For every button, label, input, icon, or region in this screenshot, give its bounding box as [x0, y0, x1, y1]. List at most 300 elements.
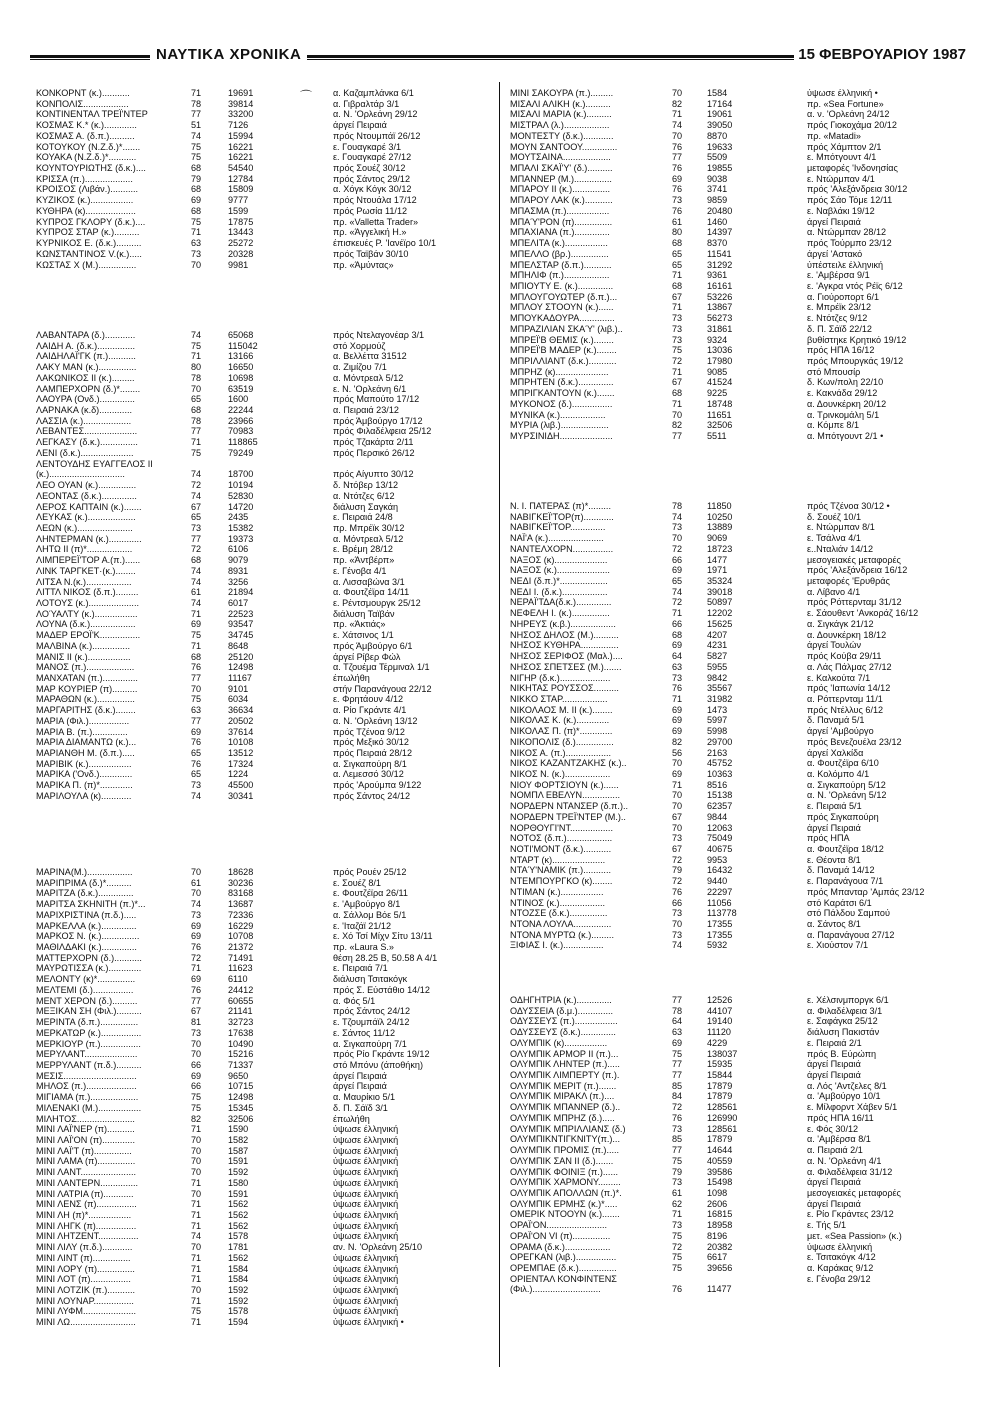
ship-name: ΜΠΑΝΝΕΡ (Μ.)...............	[510, 173, 612, 184]
position-note: ε. Φουτζέϊρα 26/11	[333, 888, 408, 899]
tonnage: 16432	[707, 865, 733, 876]
ship-name: ΟΔΥΣΣΕΥΣ (π.).................	[510, 1016, 618, 1027]
position-note: έπωλήθη	[333, 673, 370, 683]
build-year: 65	[672, 248, 683, 259]
position-note: ύψωσε έλληνική	[807, 1241, 873, 1252]
ship-row	[36, 260, 491, 271]
tonnage: 10194	[228, 480, 254, 491]
tonnage: 52830	[228, 490, 254, 501]
tonnage: 35567	[707, 683, 733, 694]
tonnage: 32506	[228, 1113, 254, 1124]
ship-row	[36, 88, 491, 99]
build-year: 68	[191, 205, 202, 216]
build-year: 74	[191, 130, 202, 141]
build-year: 79	[672, 1166, 683, 1177]
build-year: 74	[672, 120, 683, 131]
position-note: πρός Βενεζουέλα 23/12	[807, 736, 902, 747]
position-note: α. Ντότζες 6/12	[333, 490, 395, 501]
ship-row	[510, 544, 980, 555]
build-year: 76	[672, 205, 683, 216]
ship-row	[36, 174, 491, 185]
tonnage: 15809	[228, 184, 254, 195]
ship-row	[36, 1146, 491, 1157]
build-year: 70	[191, 1049, 202, 1060]
ship-name: ΜΙΝΙ ΛΑΝΤΕΡΝ...............	[36, 1177, 139, 1188]
ship-name: ΜΠΑΡΟΥ ΛΑΚ (κ.)...........	[510, 195, 613, 206]
position-note: πρός ΗΠΑ	[807, 833, 850, 844]
ship-name: ΜΕΝΤ ΧΕΡΟΝ (δ.)..........	[36, 995, 138, 1006]
ship-name: ΜΙΝΙ ΛΑΪ'ΝΕΡ (π)...........	[36, 1124, 135, 1135]
ship-name: ΝΑΞΟΣ (κ.).....................	[510, 565, 610, 576]
ship-name: ΛΑΚΩΝΙΚΟΣ ΙΙ (κ.).........	[36, 372, 135, 383]
position-note: στό Πάλδου Σαμπού	[807, 908, 890, 919]
tonnage: 5509	[707, 152, 728, 163]
build-year: 68	[191, 163, 202, 174]
position-note: α. Τρινκομάλη 5/1	[807, 409, 880, 420]
ship-row	[510, 908, 980, 919]
ship-row	[510, 174, 980, 185]
ship-name: ΝΙΚΟΛΑΣ Κ. (κ.).............	[510, 715, 610, 726]
ship-row	[36, 1274, 491, 1285]
tonnage: 19633	[707, 141, 733, 152]
build-year: 73	[191, 522, 202, 533]
tonnage: 12498	[228, 1092, 254, 1103]
ship-row	[510, 1059, 980, 1070]
tonnage: 1562	[228, 1220, 249, 1231]
position-note: α. Κόμπε 8/1	[807, 420, 860, 431]
build-year: 77	[191, 533, 202, 544]
ship-row	[36, 480, 491, 491]
position-note: ύψωσε έλληνική	[333, 1285, 399, 1296]
build-year: 85	[672, 1134, 683, 1145]
position-note: πρός Σάντος 24/12	[333, 790, 411, 801]
tonnage: 15345	[228, 1102, 254, 1113]
ship-name: ΜΑΡΓΑΡΙΤΗΣ (δ.κ.)........	[36, 705, 136, 716]
ship-name: ΟΛΥΜΠΙΚ (κ).................	[510, 1037, 608, 1048]
ship-name: ΛΙΤΤΛ ΝΙΚΟΣ (δ.π.).........	[36, 587, 139, 598]
ship-row	[36, 652, 491, 663]
ship-row	[510, 1070, 980, 1081]
position-note: πρός Φιλαδέλφεια 25/12	[333, 426, 432, 437]
position-note: άργεί Πειραιά	[807, 1059, 861, 1070]
build-year: 72	[672, 597, 683, 608]
build-year: 69	[191, 619, 202, 630]
ship-row	[510, 345, 980, 356]
build-year: 70	[672, 88, 683, 98]
tonnage: 17879	[707, 1080, 733, 1091]
ship-name: ΜΠΡΑΖΙΛΙΑΝ ΣΚΑΎ' (λιβ.)..	[510, 323, 623, 334]
position-note: άργεί Πειραιά	[807, 822, 861, 833]
position-note: ε. Γένοβα 4/1	[333, 565, 387, 576]
position-note: πρός Μπανταρ 'Αμπάς 23/12	[807, 886, 925, 897]
position-note: α. Μόντρεαλ 5/12	[333, 533, 404, 544]
build-year: 71	[191, 1210, 202, 1220]
position-note: α. Ζιμίζου 7/1	[333, 362, 387, 373]
position-note: στό Μπόνυ (άποθήκη)	[333, 1059, 423, 1070]
ship-row	[510, 705, 980, 716]
build-year: 77	[672, 1145, 683, 1156]
ship-row	[510, 1091, 980, 1102]
tonnage: 11120	[707, 1027, 731, 1038]
build-year: 82	[672, 98, 683, 109]
ship-name: ΜΑΝΧΑΤΑΝ (π.)..............	[36, 673, 138, 683]
ship-name: ΜΕΛΤΕΜΙ (δ.)................	[36, 984, 134, 995]
build-year: 76	[672, 184, 683, 195]
position-note: πρός Ταϊβάν 30/10	[333, 248, 409, 259]
position-note: ύψωσε έλληνική •	[333, 1317, 404, 1328]
position-note: πρός Σιγκαπούρη	[807, 811, 879, 822]
ship-name: ΝΙΚΟΣ Α. (π.)..................	[510, 747, 612, 758]
ship-name: ΜΠΡΕΪ'Β ΘΕΜΙΣ (κ.)........	[510, 334, 614, 345]
build-year: 67	[672, 844, 683, 854]
position-note: α. 'Αμβούργο 10/1	[807, 1091, 881, 1102]
tonnage: 113778	[707, 908, 737, 919]
position-note: πρός 'Ιαπωνία 14/12	[807, 683, 891, 694]
build-year: 84	[672, 1091, 683, 1102]
ship-row	[510, 313, 980, 324]
ship-row	[36, 705, 491, 716]
ship-name: ΝΗΡΕΥΣ (κ.β.)..................	[510, 618, 616, 629]
ship-row	[510, 790, 980, 801]
position-note: ε. Παρανάγουα 7/1	[807, 876, 884, 887]
tonnage: 9650	[228, 1070, 249, 1081]
position-note: ύψωσε έλληνική	[333, 1252, 399, 1263]
position-note: στό Μπουσίρ	[807, 366, 861, 377]
ship-name: ΜΠΕΛΣΤΑΡ (δ.π.)...........	[510, 259, 612, 270]
tonnage: 35324	[707, 576, 733, 587]
ship-row	[510, 769, 980, 780]
ship-name: ΝΟΤΙ'ΜΟΝΤ (δ.κ.)...........	[510, 844, 612, 854]
build-year: 70	[191, 1242, 202, 1253]
ship-row	[36, 963, 491, 974]
position-note: ύψωσε έλληνική	[333, 1156, 399, 1167]
position-note: ύπέστειλε έλληνική	[807, 259, 884, 270]
ship-row	[510, 898, 980, 909]
ship-name: ΜΙΝΙ ΛΗΤΖΕΝΤ................	[36, 1231, 139, 1242]
ship-row	[510, 152, 980, 163]
build-year: 65	[191, 748, 202, 759]
position-note: α. Ν. 'Ορλεάνη 5/12	[807, 790, 887, 801]
tonnage: 13889	[707, 522, 733, 533]
tonnage: 5998	[707, 726, 728, 737]
position-note: α. Γιβραλτάρ 3/1	[333, 98, 400, 109]
ship-name: ΛΕΝΙ (δ.κ.).....................	[36, 447, 134, 458]
ship-name: ΝΟΜΠΛ ΕΒΕΛΥΝ...............	[510, 790, 621, 801]
ship-row	[510, 195, 980, 206]
position-note: πρ. «Sea Fortune»	[807, 98, 884, 109]
build-year: 71	[672, 693, 683, 704]
tonnage: 21372	[228, 942, 254, 953]
position-note: πρός Μαπούτο 17/12	[333, 394, 420, 405]
position-note: άργεί Ρίβερ Φώλ	[333, 651, 401, 662]
tonnage: 44107	[707, 1005, 733, 1016]
tonnage: 16221	[228, 141, 254, 152]
ship-row	[36, 394, 491, 405]
ship-name: ΚΡΟΙΣΟΣ (Λιβάν.)...........	[36, 184, 139, 195]
ship-row	[510, 533, 980, 544]
build-year: 75	[191, 447, 202, 458]
tonnage: 10108	[228, 737, 254, 748]
ship-name: ΜΑΡΙΤΖΑ (δ.κ.)..............	[36, 888, 134, 899]
position-note: πρός Μεξικό 30/12	[333, 737, 409, 748]
ship-row	[36, 512, 491, 523]
tonnage: 40559	[707, 1155, 733, 1166]
build-year: 64	[672, 651, 683, 662]
ship-row	[36, 163, 491, 174]
position-note: πρός Αίγυπτο 30/12	[333, 469, 414, 480]
tonnage: 9440	[707, 876, 728, 887]
ship-name: ΟΡΙΕΝΤΑΛ ΚΟΝΦΙΝΤΕΝΣ	[510, 1273, 617, 1284]
position-note: άργεί Πειραιά	[807, 1177, 861, 1188]
ship-row	[36, 1167, 491, 1178]
ship-name: ΝΤΙΜΑΝ (κ.).................	[510, 886, 604, 897]
position-note: α. Φιλαδέλφεια 31/12	[807, 1166, 893, 1177]
build-year: 72	[672, 355, 683, 366]
build-year: 75	[191, 141, 202, 152]
tonnage: 25120	[228, 651, 254, 662]
ship-name: ΝΤΟΝΑ ΛΟΥΛΑ...............	[510, 919, 612, 930]
position-note: πρός Ντουάλα 17/12	[333, 195, 417, 206]
position-note: ύψωσε έλληνική	[333, 1188, 399, 1199]
position-note: α. Λισσαβώνα 3/1	[333, 576, 405, 587]
position-note: ε. 'Ιταζάϊ 21/12	[333, 920, 392, 931]
ship-name: ΝΙΓΗΡ (δ.κ.)....................	[510, 672, 611, 683]
ship-name: ΛΕΥΚΑΣ (κ.)...................	[36, 512, 136, 523]
tonnage: 1781	[228, 1242, 249, 1253]
tonnage: 8516	[707, 779, 728, 790]
position-note: στό Χορμούζ	[333, 340, 386, 351]
position-note: πρ. «Άντβέρπ»	[333, 555, 395, 566]
ship-row	[510, 673, 980, 684]
tonnage: 15382	[228, 522, 254, 533]
ship-name: ΚΥΠΡΟΣ ΓΚΛΟΡΥ (δ.κ.)....	[36, 216, 146, 227]
ship-name: ΛΑΙΔΗ Α. (δ.κ.)...............	[36, 340, 136, 351]
position-note: πρός Κούβα 29/11	[807, 651, 882, 662]
tonnage: 9842	[707, 672, 728, 683]
tonnage: 93547	[228, 619, 254, 630]
position-note: έπισκευές Ρ. 'Ιανέϊρο 10/1	[333, 238, 437, 249]
ship-row	[36, 152, 491, 163]
ship-name: ΝΕΡΑΪ'ΤΔΑ(δ.κ.)..............	[510, 597, 612, 608]
build-year: 73	[191, 1027, 202, 1038]
ship-name: ΝΙΚΟΣ ΚΑΖΑΝΤΖΑΚΗΣ (κ.)..	[510, 758, 627, 769]
ship-row	[36, 899, 491, 910]
tonnage: 9085	[707, 366, 728, 377]
position-note: ε. Καλκούτα 7/1	[807, 672, 871, 683]
ship-name: ΛΑΒΑΝΤΑΡΑ (δ.)............	[36, 330, 136, 340]
ship-row	[36, 878, 491, 889]
position-note: ε. Γουαγκαρέ 3/1	[333, 141, 402, 152]
ship-name: ΜΠΡΗΤΕΝ (δ.κ.)..............	[510, 377, 614, 388]
tonnage: 17164	[707, 98, 733, 109]
ship-row	[36, 867, 491, 878]
position-note: ε. Χιούστον 7/1	[807, 940, 869, 951]
ship-row	[510, 995, 980, 1006]
build-year: 70	[191, 683, 202, 694]
build-year: 80	[672, 227, 683, 238]
build-year: 67	[672, 291, 683, 302]
ship-name: ΜΙΝΙ ΛΙΛΥ (π.δ.)............	[36, 1242, 133, 1253]
tonnage: 1599	[228, 205, 249, 216]
tonnage: 1460	[707, 216, 728, 227]
tonnage: 9777	[228, 195, 249, 206]
tonnage: 10715	[228, 1081, 254, 1092]
ship-name: ΜΑΤΤΕΡΧΟΡΝ (δ.)...........	[36, 952, 142, 963]
build-year: 77	[191, 673, 202, 683]
ship-name: ΟΛΥΜΠΙΚ ΠΡΟΜΙΣ (π.).....	[510, 1145, 620, 1156]
tonnage: 138037	[707, 1048, 738, 1059]
ship-name: ΚΟΤΟΥΚΟΥ (Ν.Ζ.δ.)*.......	[36, 141, 141, 152]
position-note: α. Λεμεσσό 30/12	[333, 769, 404, 780]
position-note: α. Φουτζέϊρα 18/12	[807, 844, 884, 854]
tonnage: 10250	[707, 511, 733, 522]
ship-name: ΜΠΡΕΪ'Β ΜΑΔΕΡ (κ.)........	[510, 345, 617, 356]
build-year: 75	[191, 340, 202, 351]
build-year: 70	[191, 1285, 202, 1296]
position-note: α. Πειραιά 23/12	[333, 405, 399, 416]
build-year: 71	[672, 302, 683, 313]
ship-row	[36, 910, 491, 921]
build-year: 71	[191, 1295, 202, 1306]
ship-name: ΝΟΡΔΕΡΝ ΝΤΑΝΣΕΡ (δ.π.)..	[510, 801, 629, 812]
ship-row	[36, 985, 491, 996]
page-header	[30, 40, 970, 68]
tonnage: 39586	[707, 1166, 733, 1177]
ship-row	[510, 737, 980, 748]
ship-row	[36, 1017, 491, 1028]
ship-row	[36, 120, 491, 131]
build-year: 73	[191, 780, 202, 791]
position-note: α. Σάλλομ Βόε 5/1	[333, 909, 407, 920]
build-year: 74	[191, 1231, 202, 1242]
build-year: 68	[191, 184, 202, 195]
position-note: α. Λός 'Αντζελες 8/1	[807, 1080, 887, 1091]
ship-name: ΝΗΣΟΣ ΣΕΡΙΦΟΣ (Μαλ.)....	[510, 651, 623, 662]
ship-row	[36, 609, 491, 620]
tonnage: 17879	[707, 1134, 733, 1145]
position-note: άργεί Χαλκίδα	[807, 747, 864, 758]
ship-row	[510, 99, 980, 110]
position-note: πρός Τζένοα 30/12 •	[807, 501, 890, 511]
ship-row	[36, 791, 491, 802]
position-note: πρός ΗΠΑ 16/11	[807, 1112, 874, 1123]
tonnage: 31982	[707, 693, 733, 704]
ship-name: ΟΛΥΜΠΙΚ ΧΑΡΜΟΝΥ.........	[510, 1177, 621, 1188]
ship-row	[510, 142, 980, 153]
ship-name: ΝΙΚΟΠΟΛΙΣ (δ.)...............	[510, 736, 614, 747]
ship-name: ΜΠΡΙΓΚΑΝΤΟΥΝ (κ.).......	[510, 388, 615, 399]
position-note: πρός 'Αλεξάνδρεια 30/12	[807, 184, 908, 195]
ship-row	[36, 1124, 491, 1135]
build-year: 70	[191, 1156, 202, 1167]
ship-row	[510, 715, 980, 726]
tonnage: 1584	[228, 1274, 249, 1285]
build-year: 69	[672, 715, 683, 726]
ship-name: ΝΤΕΜΠΟΥΡΓΚΟ (κ)........	[510, 876, 613, 887]
tonnage: 18723	[707, 543, 733, 554]
build-year: 77	[191, 995, 202, 1006]
ship-name: ΟΛΥΜΠΙΚ ΦΟΙΝΙΞ (π.)......	[510, 1166, 619, 1177]
tonnage: 9981	[228, 259, 249, 270]
tonnage: 1590	[228, 1124, 249, 1135]
ship-row	[36, 534, 491, 545]
build-year: 73	[672, 908, 683, 919]
position-note: στήν Παρανάγουα 22/12	[333, 683, 432, 694]
ship-name: ΝΕΔΙ (δ.π.)*...................	[510, 576, 608, 587]
build-year: 63	[672, 661, 683, 672]
position-note: δ. Παναμά 5/1	[807, 715, 865, 726]
ship-row	[510, 1242, 980, 1253]
tonnage: 15994	[228, 130, 254, 141]
ship-name: ΜΑΡΑΘΩΝ (κ.)...............	[36, 694, 135, 705]
position-note: ε. 'Αμβέρσα 9/1	[807, 270, 870, 281]
ship-row	[36, 555, 491, 566]
ship-row	[510, 522, 980, 533]
position-note: α. Τζουέμα Τέρμιναλ 1/1	[333, 662, 430, 673]
tonnage: 13443	[228, 227, 254, 238]
tonnage: 5827	[707, 651, 728, 662]
position-note: ε. Φρητάουν 4/12	[333, 694, 404, 705]
ship-row	[36, 769, 491, 780]
ship-name: ΝΤΙΝΟΣ (κ.)..................	[510, 897, 606, 908]
position-note: πρός Σάο Τόμε 12/11	[807, 195, 893, 206]
ship-row	[36, 249, 491, 260]
build-year: 73	[672, 195, 683, 206]
position-note: πρ. «Valletta Trader»	[333, 216, 419, 227]
build-year: 67	[191, 1006, 202, 1017]
ship-name: ΜΥΡΣΙΝΙΔΗ.....................	[510, 431, 613, 441]
build-year: 77	[191, 109, 202, 120]
build-year: 65	[191, 769, 202, 780]
tonnage: 8196	[707, 1230, 728, 1241]
build-year: 71	[191, 1199, 202, 1210]
tonnage: 8870	[707, 130, 728, 141]
ship-name: ΝΤΟΖΣΕ (δ.κ.)...............	[510, 908, 608, 919]
build-year: 70	[191, 888, 202, 899]
build-year: 73	[191, 248, 202, 259]
ship-row	[36, 1006, 491, 1017]
tonnage: 1592	[228, 1285, 249, 1296]
ship-row	[510, 335, 980, 346]
position-note: πρός Τζένοα 9/12	[333, 726, 405, 737]
ship-name: ΟΛΥΜΠΙΚ ΑΡΜΟΡ ΙΙ (π.)...	[510, 1048, 619, 1059]
ship-name: ΜΙΝΙ ΛΟΡΥ (π)...............	[36, 1263, 135, 1274]
build-year: 72	[191, 952, 202, 963]
stray-mark: ⌒	[300, 89, 313, 103]
ship-row	[36, 1285, 491, 1296]
build-year: 74	[672, 586, 683, 597]
ship-name: ΜΕΡΚΑΤΩΡ (κ.)................	[36, 1027, 142, 1038]
tonnage: 11056	[707, 897, 732, 908]
build-year: 68	[191, 651, 202, 662]
ship-row	[36, 641, 491, 652]
ship-row	[36, 1306, 491, 1317]
position-note: πρ. «Laura S.»	[333, 942, 394, 953]
ship-name: ΜΠΑΡΟΥ ΙΙ (κ.)...............	[510, 184, 611, 195]
ship-name: ΝΙΚΟΣ Ν. (κ.)..................	[510, 768, 611, 779]
ship-row	[36, 206, 491, 217]
ship-name: ΟΛΥΜΠΙΚ ΜΠΑΝΝΕΡ (δ.)..	[510, 1102, 621, 1113]
tonnage: 12498	[228, 662, 254, 673]
position-note: ε. 'Αγκρα ντός Ρέϊς 6/12	[807, 280, 903, 291]
build-year: 71	[191, 1317, 202, 1328]
build-year: 73	[672, 672, 683, 683]
ship-name: ΚΥΠΡΟΣ ΣΤΑΡ (κ.)..........	[36, 227, 140, 238]
build-year: 71	[191, 88, 202, 98]
ship-row	[36, 341, 491, 352]
build-year: 74	[191, 790, 202, 801]
build-year: 71	[191, 1252, 202, 1263]
